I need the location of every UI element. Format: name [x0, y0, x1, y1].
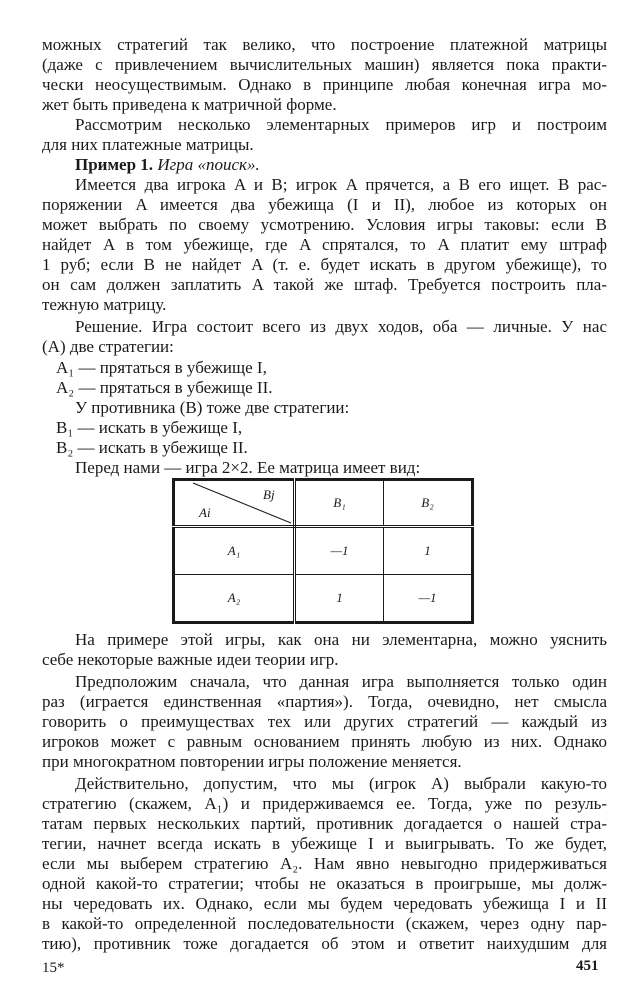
text-line: (A) две стратегии:: [42, 337, 174, 356]
text-line: говорить о преимуществах тех или других стратегий — каждый из: [42, 712, 607, 731]
text-line: он сам должен заплатить A такой же штаф. Требуется построить пла-: [42, 275, 607, 294]
matrix-corner-cell: [174, 480, 295, 527]
strategy-item: B₁ — искать в убежище I,: [56, 418, 243, 437]
signature-mark: 15*: [42, 960, 65, 976]
text-line: На примере этой игры, как она ни элементарна, можно уяснить: [75, 630, 607, 649]
solution-line: [42, 317, 607, 337]
diagonal-divider: [175, 481, 293, 525]
column-header-b2: B₂: [384, 480, 473, 527]
text-line: Перед нами — игра 2×2. Ее матрица имеет вид:: [75, 458, 421, 477]
text-line: поряжении A имеется два убежища (I и II), любое из которых он: [42, 195, 607, 214]
text-line: Рассмотрим несколько элементарных примеров игр и построим: [75, 115, 607, 134]
strategy-item: B₂ — искать в убежище II.: [56, 438, 248, 457]
corner-column-label: Bj: [263, 487, 275, 502]
page-number: 451: [576, 958, 599, 974]
text-line: ны чередовать их. Однако, если мы будем чередовать убежища I и II: [42, 894, 607, 913]
text-line: в какой-то определенной последовательности (скажем, через одну пар-: [42, 914, 607, 933]
strategy-item: A₁ — прятаться в убежище I,: [56, 358, 267, 377]
row-header-a2: A₂: [174, 575, 295, 623]
example-label: Пример 1.: [75, 155, 154, 174]
text-line: Имеется два игрока A и B; игрок A прячется, а B его ищет. В рас-: [75, 175, 607, 194]
text-line: чески неосуществимым. Однако в принципе любая конечная игра мо-: [42, 75, 607, 94]
text-line: тежную матрицу.: [42, 295, 167, 314]
text-line: если мы выберем стратегию A₂. Нам явно невыгодно придерживаться: [42, 854, 607, 873]
text-line: стратегию (скажем, A₁) и придерживаемся ее. Тогда, уже по резуль-: [42, 794, 607, 813]
text-line: себе некоторые важные идеи теории игр.: [42, 650, 339, 669]
matrix-cell: 1: [295, 575, 384, 623]
text-line: одной какой-то стратегии; чтобы не оказаться в проигрыше, мы долж-: [42, 874, 607, 893]
matrix-header-row: [174, 480, 473, 527]
text-line: 1 руб; если B не найдет A (т. е. будет искать в другом убежище), то: [42, 255, 607, 274]
text-line: раз (играется единственная «партия»). Тогда, очевидно, нет смысла: [42, 692, 607, 711]
text-line: тегии, начнет всегда искать в убежище I и выигрывать. То же будет,: [42, 834, 607, 853]
text-line: можных стратегий так велико, что построение платежной матрицы: [42, 35, 607, 54]
text-line: Предположим сначала, что данная игра выполняется только один: [75, 672, 607, 691]
text-line: при многократном повторении игры положение меняется.: [42, 752, 462, 771]
row-header-a1: A₁: [174, 527, 295, 575]
text-line: для них платежные матрицы.: [42, 135, 254, 154]
text-line: может выбрать по своему усмотрению. Условия игры таковы: если B: [42, 215, 607, 234]
corner-row-label: Ai: [199, 505, 211, 520]
text-line: тию), противник тоже догадается об этом и ответит наихудшим для: [42, 934, 607, 953]
text-line: У противника (B) тоже две стратегии:: [75, 398, 350, 417]
strategy-item: A₂ — прятаться в убежище II.: [56, 378, 273, 397]
text-line: татам первых нескольких партий, противник догадается о нашей стра-: [42, 814, 607, 833]
payoff-matrix: [172, 478, 474, 624]
matrix-row-a1: [174, 527, 473, 575]
matrix-cell: 1: [384, 527, 473, 575]
text-line: Действительно, допустим, что мы (игрок A) выбрали какую-то: [75, 774, 607, 793]
text-line: жет быть приведена к матричной форме.: [42, 95, 337, 114]
solution-label: Решение.: [75, 317, 143, 336]
text-line: (даже с привлечением вычислительных машин) является пока практи-: [42, 55, 607, 74]
text-line: найдет A в том убежище, где A спрятался, то A платит ему штраф: [42, 235, 607, 254]
matrix-row-a2: [174, 575, 473, 623]
example-heading: [42, 155, 607, 175]
matrix-cell: —1: [295, 527, 384, 575]
solution-text: Игра состоит всего из двух ходов, оба — личные. У нас: [151, 317, 607, 336]
example-title: Игра «поиск».: [157, 155, 260, 174]
column-header-b1: B₁: [295, 480, 384, 527]
matrix-cell: —1: [384, 575, 473, 623]
text-line: игроков может с равным основанием принять любую из них. Однако: [42, 732, 607, 751]
